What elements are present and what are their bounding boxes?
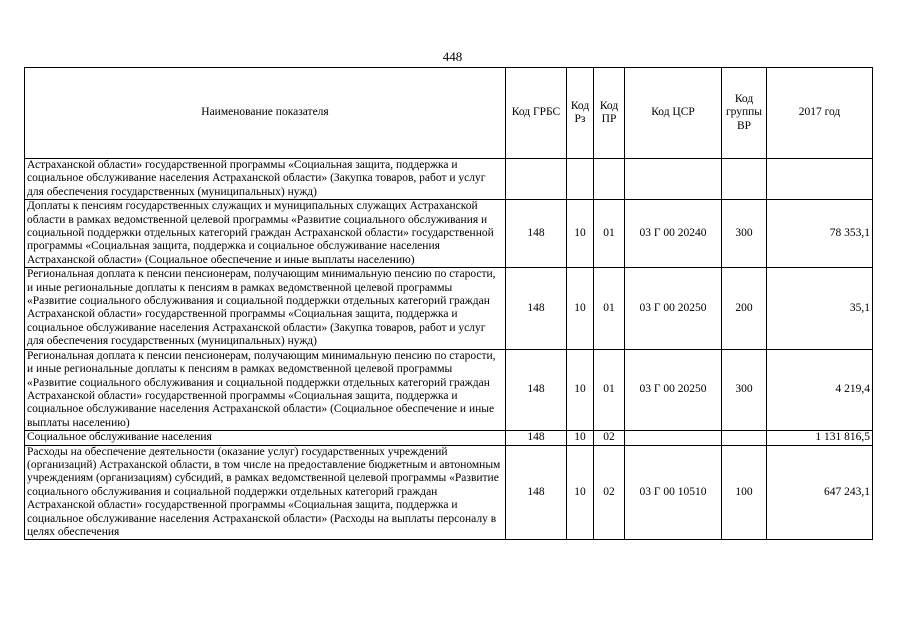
row-grbs: 148 [506, 445, 567, 540]
row-pr: 01 [594, 268, 625, 349]
row-pr: 01 [594, 349, 625, 430]
table-row [25, 431, 873, 445]
row-grbs [506, 159, 567, 200]
row-pr: 02 [594, 431, 625, 445]
row-csr [625, 431, 722, 445]
row-name: Доплаты к пенсиям государственных служащих и муниципальных служащих Астраханской области в рамках ведомственной целевой программы «Развитие социального обслуживания и социальной поддержки отдельных категорий граждан Астраханской области» государственной программы «Социальная защита, поддержка и социальное обслуживание населения Астраханской области» (Социальное обеспечение и иные выплаты населению) [25, 200, 506, 268]
row-pr [594, 159, 625, 200]
row-csr: 03 Г 00 20250 [625, 268, 722, 349]
row-name: Астраханской области» государственной программы «Социальная защита, поддержка и социальное обслуживание населения Астраханской области» (Закупка товаров, работ и услуг для обеспечения государственных (муниципальных) нужд) [25, 159, 506, 200]
header-vr: Код группы ВР [722, 68, 767, 159]
row-name: Социальное обслуживание населения [25, 431, 506, 445]
table-row [25, 445, 873, 540]
row-rz [567, 159, 594, 200]
row-csr [625, 159, 722, 200]
page-number: 448 [442, 49, 463, 64]
row-vr: 200 [722, 268, 767, 349]
header-pr: Код ПР [594, 68, 625, 159]
row-amount: 78 353,1 [767, 200, 873, 268]
row-rz: 10 [567, 431, 594, 445]
row-vr [722, 431, 767, 445]
row-csr: 03 Г 00 20250 [625, 349, 722, 430]
table-header-row [25, 68, 873, 159]
row-vr: 300 [722, 349, 767, 430]
row-name: Региональная доплата к пенсии пенсионерам, получающим минимальную пенсию по старости, и иные региональные доплаты к пенсиям в рамках ведомственной целевой программы «Развитие социального обслуживания и социальной поддержки отдельных категорий граждан Астраханской области» государственной программы «Социальная защита, поддержка и социальное обслуживание населения Астраханской области» (Закупка товаров, работ и услуг для обеспечения государственных (муниципальных) нужд) [25, 268, 506, 349]
header-name: Наименование показателя [25, 68, 506, 159]
row-vr [722, 159, 767, 200]
header-rz: Код Рз [567, 68, 594, 159]
header-grbs: Код ГРБС [506, 68, 567, 159]
row-rz: 10 [567, 349, 594, 430]
row-csr: 03 Г 00 20240 [625, 200, 722, 268]
budget-table [24, 67, 873, 540]
row-rz: 10 [567, 268, 594, 349]
row-pr: 01 [594, 200, 625, 268]
row-amount: 4 219,4 [767, 349, 873, 430]
table-row [25, 349, 873, 430]
row-amount [767, 159, 873, 200]
row-name: Расходы на обеспечение деятельности (оказание услуг) государственных учреждений (организаций) Астраханской области, в том числе на предоставление бюджетным и автономным учреждениям (организациям) субсидий, в рамках ведомственной целевой программы «Развитие социального обслуживания и социальной поддержки отдельных категорий граждан Астраханской области» государственной программы «Социальная защита, поддержка и социальное обслуживание населения Астраханской области» (Расходы на выплаты персоналу в целях обеспечения [25, 445, 506, 540]
row-amount: 647 243,1 [767, 445, 873, 540]
row-pr: 02 [594, 445, 625, 540]
row-grbs: 148 [506, 200, 567, 268]
row-vr: 300 [722, 200, 767, 268]
header-year: 2017 год [767, 68, 873, 159]
row-rz: 10 [567, 445, 594, 540]
row-grbs: 148 [506, 268, 567, 349]
row-csr: 03 Г 00 10510 [625, 445, 722, 540]
row-grbs: 148 [506, 349, 567, 430]
table-row [25, 159, 873, 200]
row-amount: 1 131 816,5 [767, 431, 873, 445]
row-vr: 100 [722, 445, 767, 540]
row-name: Региональная доплата к пенсии пенсионерам, получающим минимальную пенсию по старости, и иные региональные доплаты к пенсиям в рамках ведомственной целевой программы «Развитие социального обслуживания и социальной поддержки отдельных категорий граждан Астраханской области» государственной программы «Социальная защита, поддержка и социальное обслуживание населения Астраханской области» (Социальное обеспечение и иные выплаты населению) [25, 349, 506, 430]
header-csr: Код ЦСР [625, 68, 722, 159]
row-amount: 35,1 [767, 268, 873, 349]
table-row [25, 268, 873, 349]
row-grbs: 148 [506, 431, 567, 445]
row-rz: 10 [567, 200, 594, 268]
table-row [25, 200, 873, 268]
